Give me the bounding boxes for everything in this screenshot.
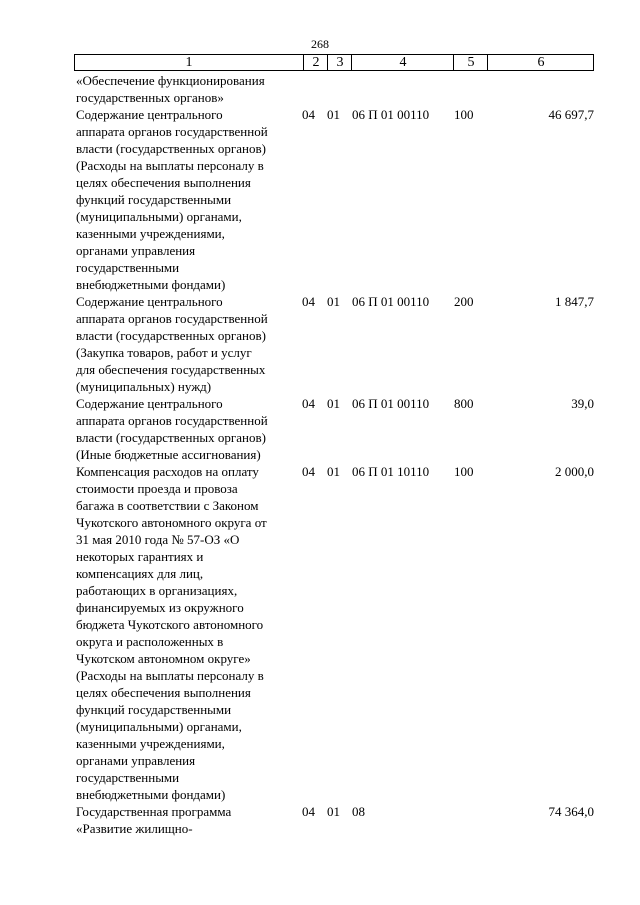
row-target-article: 06 П 01 00110 bbox=[352, 396, 430, 411]
header-col-4: 4 bbox=[351, 55, 454, 70]
row-expense-type: 800 bbox=[454, 396, 474, 411]
header-col-3: 3 bbox=[327, 55, 352, 70]
row-section-code: 04 bbox=[302, 804, 315, 819]
row-description: Компенсация расходов на оплату стоимости проезда и провоза багажа в соответствии с Законом Чукотского автономного округа от 31 мая 2010 года № 57-ОЗ «О некоторых гарантиях и компенсациях для лиц, работающих в организациях, финансируемых из окружного бюджета Чукотского автономного округа и расположенных в Чукотском автономном округе» (Расходы на выплаты персоналу в целях обеспечения выполнения функций государственными (муниципальными) органами, казенными учреждениями, органами управления государственными внебюджетными фондами) bbox=[76, 464, 267, 802]
row-amount: 46 697,7 bbox=[548, 107, 594, 122]
header-col-5: 5 bbox=[453, 55, 488, 70]
row-expense-type: 100 bbox=[454, 107, 474, 122]
table-row bbox=[76, 803, 596, 837]
row-description: «Обеспечение функционирования государственных органов» bbox=[76, 73, 265, 105]
row-subsection-code: 01 bbox=[327, 804, 340, 819]
row-amount: 1 847,7 bbox=[555, 294, 594, 309]
table-header bbox=[74, 54, 594, 71]
header-col-6: 6 bbox=[487, 55, 594, 70]
row-section-code: 04 bbox=[302, 294, 315, 309]
row-subsection-code: 01 bbox=[327, 464, 340, 479]
row-subsection-code: 01 bbox=[327, 294, 340, 309]
row-target-article: 06 П 01 00110 bbox=[352, 294, 430, 309]
row-expense-type: 200 bbox=[454, 294, 474, 309]
row-amount: 39,0 bbox=[571, 396, 594, 411]
table-row bbox=[76, 293, 596, 395]
row-section-code: 04 bbox=[302, 464, 315, 479]
table-row bbox=[76, 463, 596, 803]
row-description: Государственная программа «Развитие жилищно- bbox=[76, 804, 232, 836]
header-col-1: 1 bbox=[185, 55, 193, 70]
row-subsection-code: 01 bbox=[327, 396, 340, 411]
page-number: 268 bbox=[311, 37, 329, 51]
header-col-2: 2 bbox=[303, 55, 328, 70]
row-subsection-code: 01 bbox=[327, 107, 340, 122]
row-description: Содержание центрального аппарата органов государственной власти (государственных органов) (Закупка товаров, работ и услуг для обеспечения государственных (муниципальных) нужд) bbox=[76, 294, 268, 394]
row-section-code: 04 bbox=[302, 107, 315, 122]
row-target-article: 08 bbox=[352, 804, 365, 819]
row-expense-type: 100 bbox=[454, 464, 474, 479]
row-amount: 2 000,0 bbox=[555, 464, 594, 479]
row-description: Содержание центрального аппарата органов государственной власти (государственных органов) (Расходы на выплаты персоналу в целях обеспечения выполнения функций государственными (муниципальными) органами, казенными учреждениями, органами управления государственными внебюджетными фондами) bbox=[76, 107, 268, 292]
row-target-article: 06 П 01 10110 bbox=[352, 464, 430, 479]
row-amount: 74 364,0 bbox=[548, 804, 594, 819]
row-target-article: 06 П 01 00110 bbox=[352, 107, 430, 122]
table-row bbox=[76, 72, 596, 106]
table-row bbox=[76, 395, 596, 463]
row-section-code: 04 bbox=[302, 396, 315, 411]
table-row bbox=[76, 106, 596, 293]
row-description: Содержание центрального аппарата органов государственной власти (государственных органов) (Иные бюджетные ассигнования) bbox=[76, 396, 268, 462]
table-body bbox=[76, 72, 596, 837]
